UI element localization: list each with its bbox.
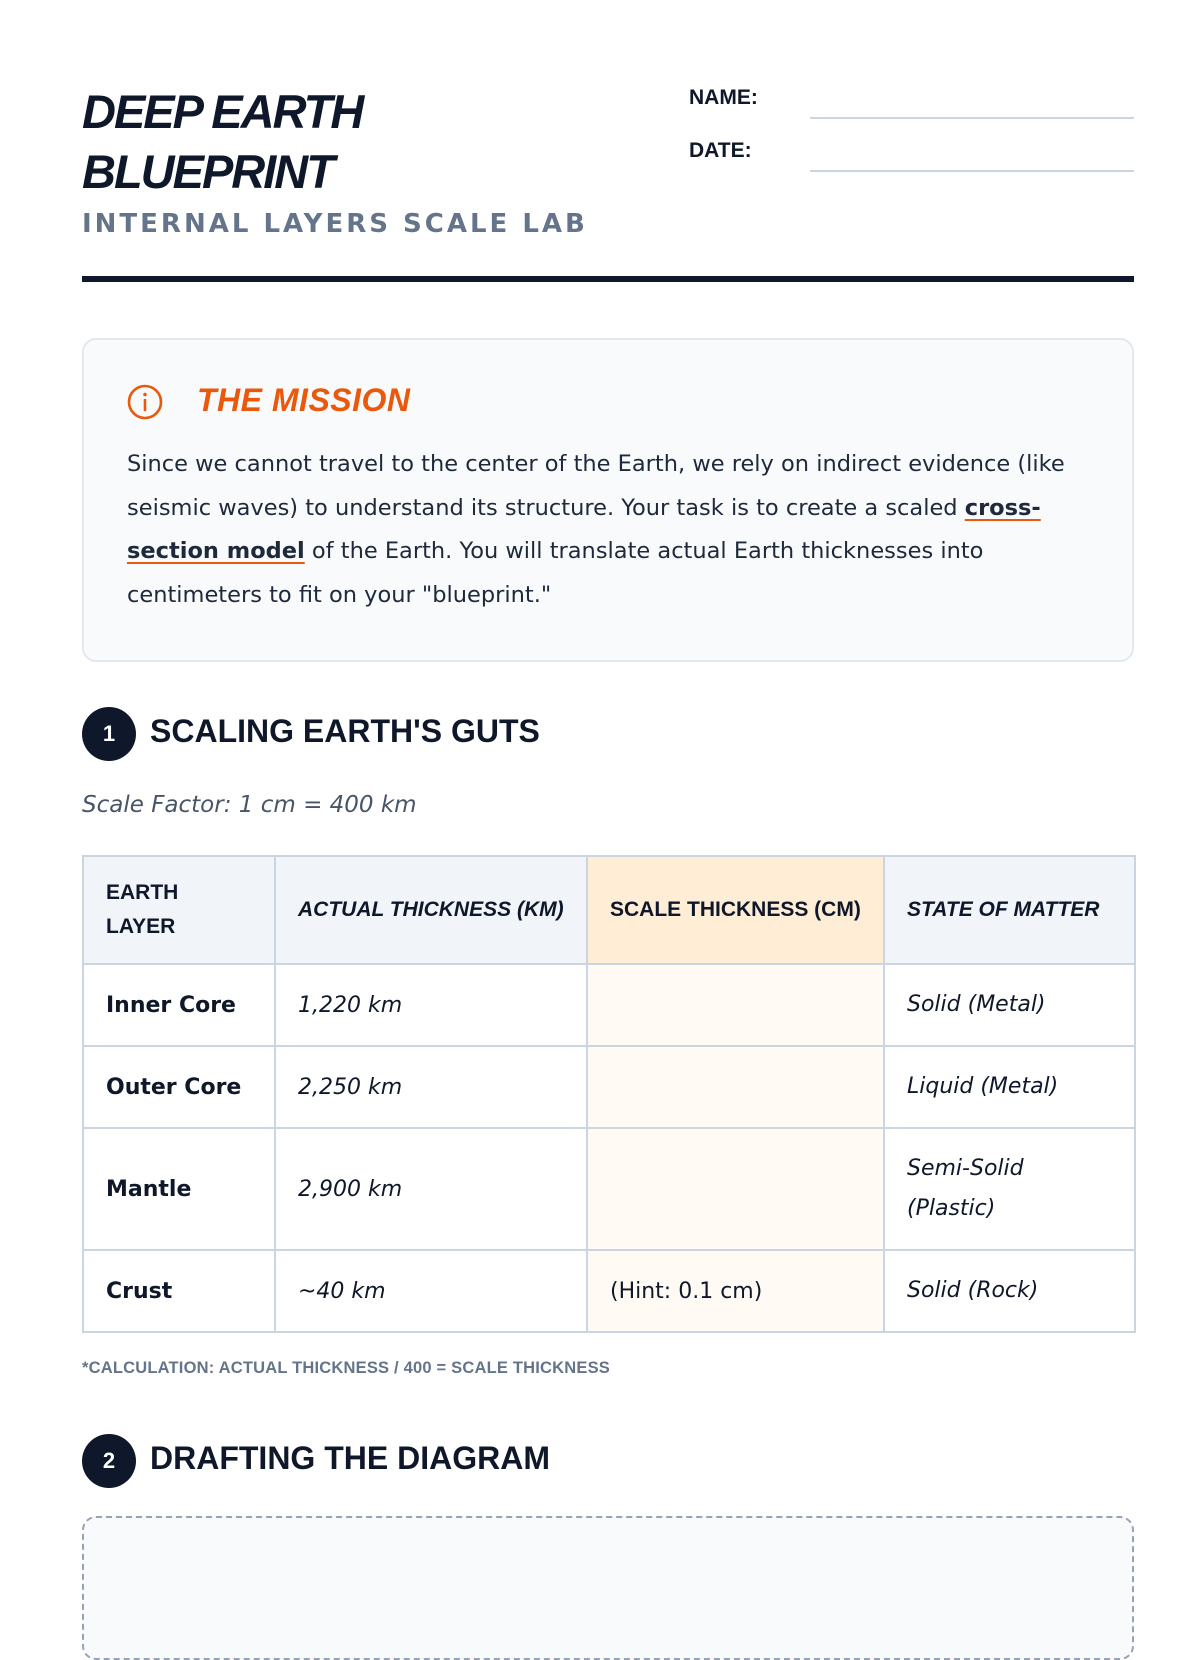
mission-title: THE MISSION	[197, 382, 411, 418]
col-header-actual-thickness: ACTUAL THICKNESS (KM)	[275, 856, 587, 964]
layer-name: Crust	[83, 1250, 275, 1332]
table-row	[83, 1046, 1135, 1128]
state-of-matter: Liquid (Metal)	[884, 1046, 1135, 1128]
layer-name: Outer Core	[83, 1046, 275, 1128]
state-of-matter: Solid (Rock)	[884, 1250, 1135, 1332]
scale-thickness-input[interactable]	[587, 1046, 884, 1128]
table-row	[83, 964, 1135, 1046]
date-field[interactable]	[810, 170, 1134, 172]
mission-text-intro: Since we cannot travel to the center of the Earth, we rely on indirect evidence (like seismic waves) to understand its structure. Your task is to create a scaled	[127, 451, 1065, 521]
mission-text-outro: of the Earth. You will translate actual Earth thicknesses into centimeters to fit on your "blueprint."	[127, 538, 984, 608]
actual-thickness: 2,250 km	[275, 1046, 587, 1128]
name-field[interactable]	[810, 117, 1134, 119]
header-divider	[82, 276, 1134, 282]
table-row	[83, 1250, 1135, 1332]
worksheet-subtitle: INTERNAL LAYERS SCALE LAB	[82, 209, 588, 239]
section-2-title: DRAFTING THE DIAGRAM	[150, 1440, 550, 1476]
col-header-state-of-matter: STATE OF MATTER	[884, 856, 1135, 964]
diagram-drawing-area[interactable]	[82, 1516, 1134, 1660]
table-row	[83, 1128, 1135, 1250]
scale-factor-note: Scale Factor: 1 cm = 400 km	[82, 792, 417, 818]
actual-thickness: 2,900 km	[275, 1128, 587, 1250]
title-line-1: DEEP EARTH	[82, 85, 363, 138]
actual-thickness: ~40 km	[275, 1250, 587, 1332]
layer-name: Mantle	[83, 1128, 275, 1250]
mission-text	[127, 443, 1087, 617]
section-1-title: SCALING EARTH'S GUTS	[150, 713, 540, 749]
actual-thickness: 1,220 km	[275, 964, 587, 1046]
col-header-scale-thickness: SCALE THICKNESS (CM)	[587, 856, 884, 964]
mission-box	[82, 338, 1134, 662]
scale-thickness-input[interactable]	[587, 964, 884, 1046]
col-header-earth-layer: EARTH LAYER	[83, 856, 275, 964]
state-of-matter: Solid (Metal)	[884, 964, 1135, 1046]
name-label: NAME:	[689, 86, 758, 109]
section-1-number-badge: 1	[82, 707, 136, 761]
state-of-matter: Semi-Solid (Plastic)	[884, 1128, 1135, 1250]
date-label: DATE:	[689, 139, 752, 162]
scale-thickness-input[interactable]	[587, 1128, 884, 1250]
earth-layers-table	[82, 855, 1136, 1333]
section-2-number-badge: 2	[82, 1434, 136, 1488]
layer-name: Inner Core	[83, 964, 275, 1046]
mission-highlight: cross-section model	[127, 494, 1041, 564]
worksheet-title	[82, 82, 362, 202]
title-line-2: BLUEPRINT	[82, 145, 333, 198]
info-circle-icon	[127, 384, 163, 420]
table-header-row	[83, 856, 1135, 964]
calculation-note: *CALCULATION: ACTUAL THICKNESS / 400 = SCALE THICKNESS	[82, 1359, 610, 1377]
scale-thickness-input[interactable]: (Hint: 0.1 cm)	[587, 1250, 884, 1332]
